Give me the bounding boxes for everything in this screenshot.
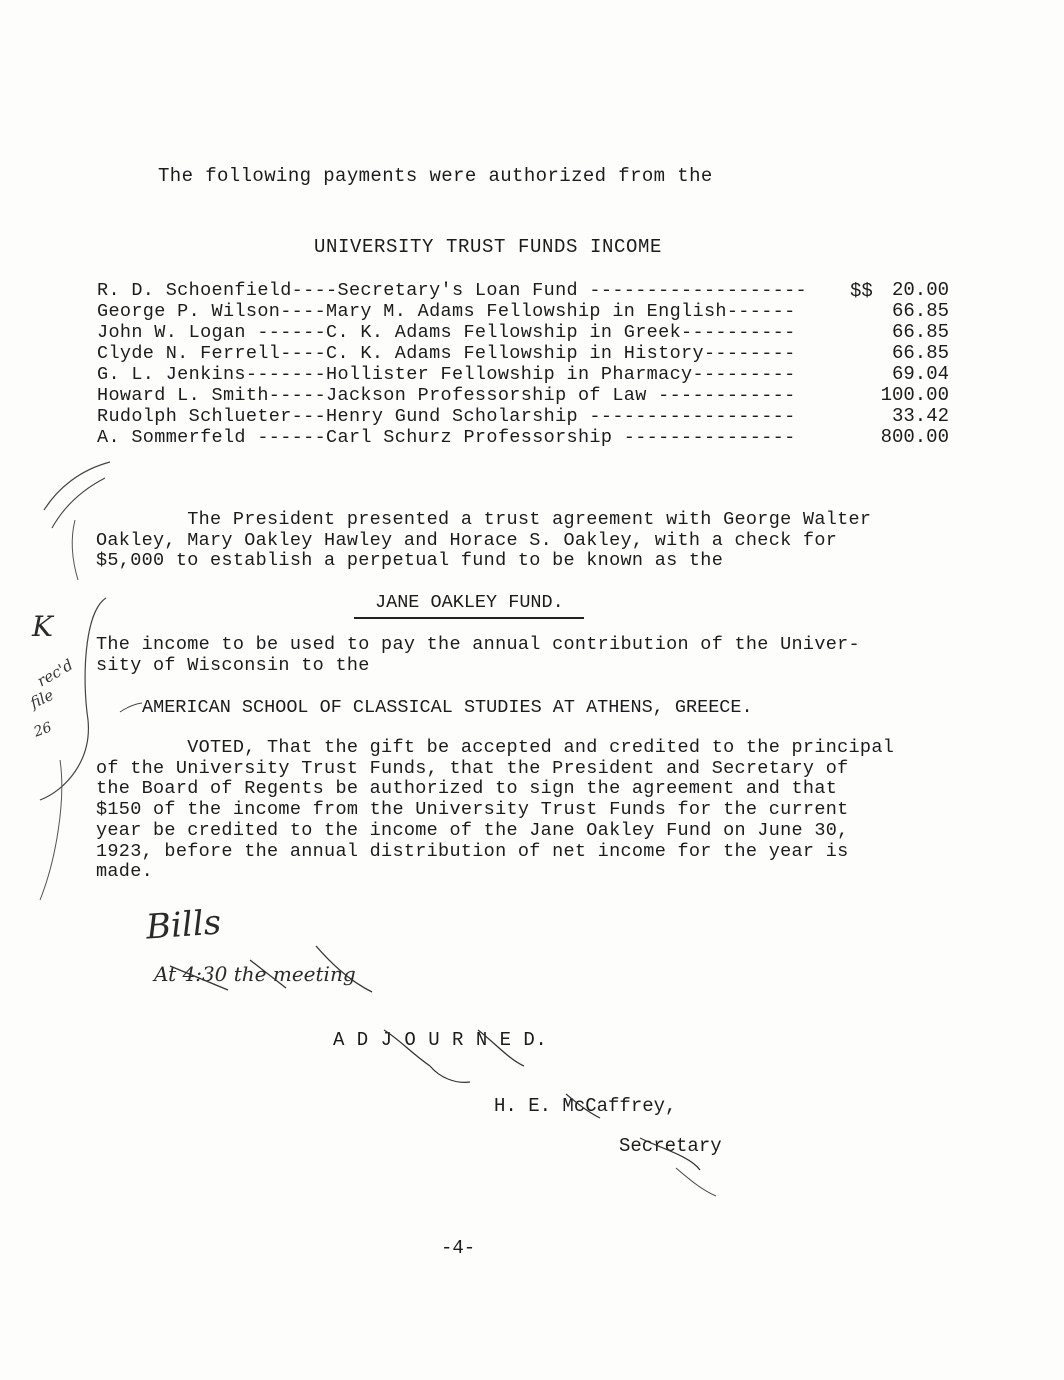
strike-mark (676, 1168, 716, 1196)
adjourned-line: A D J O U R N E D. (333, 1029, 548, 1051)
fund-title-underline (354, 617, 584, 619)
margin-pen-stroke (44, 462, 110, 510)
signer-name: H. E. McCaffrey, (494, 1095, 677, 1117)
meeting-time-line: At 4:30 the meeting (154, 962, 356, 986)
payment-amount: 66.85 (891, 321, 949, 343)
payment-description: Rudolph Schlueter---Henry Gund Scholarship ------------------ (97, 406, 796, 427)
payment-amount: 100.00 (880, 384, 949, 406)
payment-row (97, 427, 957, 448)
payment-row (97, 385, 957, 406)
payment-row (97, 343, 957, 364)
margin-pen-stroke (72, 520, 78, 580)
margin-pen-stroke (40, 760, 62, 900)
trust-agreement-paragraph: The President presented a trust agreement with George Walter Oakley, Mary Oakley Hawley and Horace S. Oakley, with a check for $5,000 to establish a perpetual fund to be known as the (96, 509, 872, 572)
school-name: AMERICAN SCHOOL OF CLASSICAL STUDIES AT ATHENS, GREECE. (142, 697, 753, 718)
payment-amount: 66.85 (891, 342, 949, 364)
margin-mark: K (32, 610, 53, 643)
payment-description: Howard L. Smith-----Jackson Professorship of Law ------------ (97, 385, 796, 406)
payment-row (97, 322, 957, 343)
section-heading: UNIVERSITY TRUST FUNDS INCOME (314, 236, 663, 258)
handwritten-bills-note: Bills (144, 902, 223, 948)
payment-description: R. D. Schoenfield----Secretary's Loan Fund ------------------- (97, 280, 808, 301)
currency-mark: $$ (850, 280, 873, 302)
margin-note: rec'd (34, 655, 77, 691)
payment-description: George P. Wilson----Mary M. Adams Fellowship in English------ (97, 301, 796, 322)
margin-note: file (27, 685, 57, 713)
signer-title: Secretary (619, 1135, 722, 1157)
pen-underline (120, 703, 142, 712)
payment-amount: 69.04 (891, 363, 949, 385)
payment-amount: 800.00 (880, 426, 949, 448)
payment-row (97, 280, 957, 301)
payment-description: A. Sommerfeld ------Carl Schurz Professorship --------------- (97, 427, 796, 448)
payment-amount: 20.00 (891, 279, 949, 301)
payment-amount: 33.42 (891, 405, 949, 427)
strike-mark (430, 1066, 470, 1082)
payment-row (97, 301, 957, 322)
payment-description: Clyde N. Ferrell----C. K. Adams Fellowship in History-------- (97, 343, 796, 364)
payment-amount: 66.85 (891, 300, 949, 322)
income-purpose-paragraph: The income to be used to pay the annual contribution of the Univer- sity of Wisconsin to the (96, 634, 860, 676)
intro-line: The following payments were authorized from the (158, 165, 713, 187)
voted-paragraph: VOTED, That the gift be accepted and credited to the principal of the University Trust Funds, that the President and Secretary of the Board of Regents be authorized to sign the agreement and that $150 of the income from the University Trust Funds for the current year be credited to the income of the Jane Oakley Fund on June 30, 1923, before the annual distribution of net income for the year is made. (96, 737, 895, 883)
payment-description: G. L. Jenkins-------Hollister Fellowship in Pharmacy--------- (97, 364, 796, 385)
margin-note: 26 (31, 719, 55, 741)
payment-row (97, 364, 957, 385)
fund-title: JANE OAKLEY FUND. (375, 592, 564, 613)
page-number: -4- (441, 1237, 476, 1259)
payments-list (97, 280, 957, 448)
payment-description: John W. Logan ------C. K. Adams Fellowship in Greek---------- (97, 322, 796, 343)
payment-row (97, 406, 957, 427)
